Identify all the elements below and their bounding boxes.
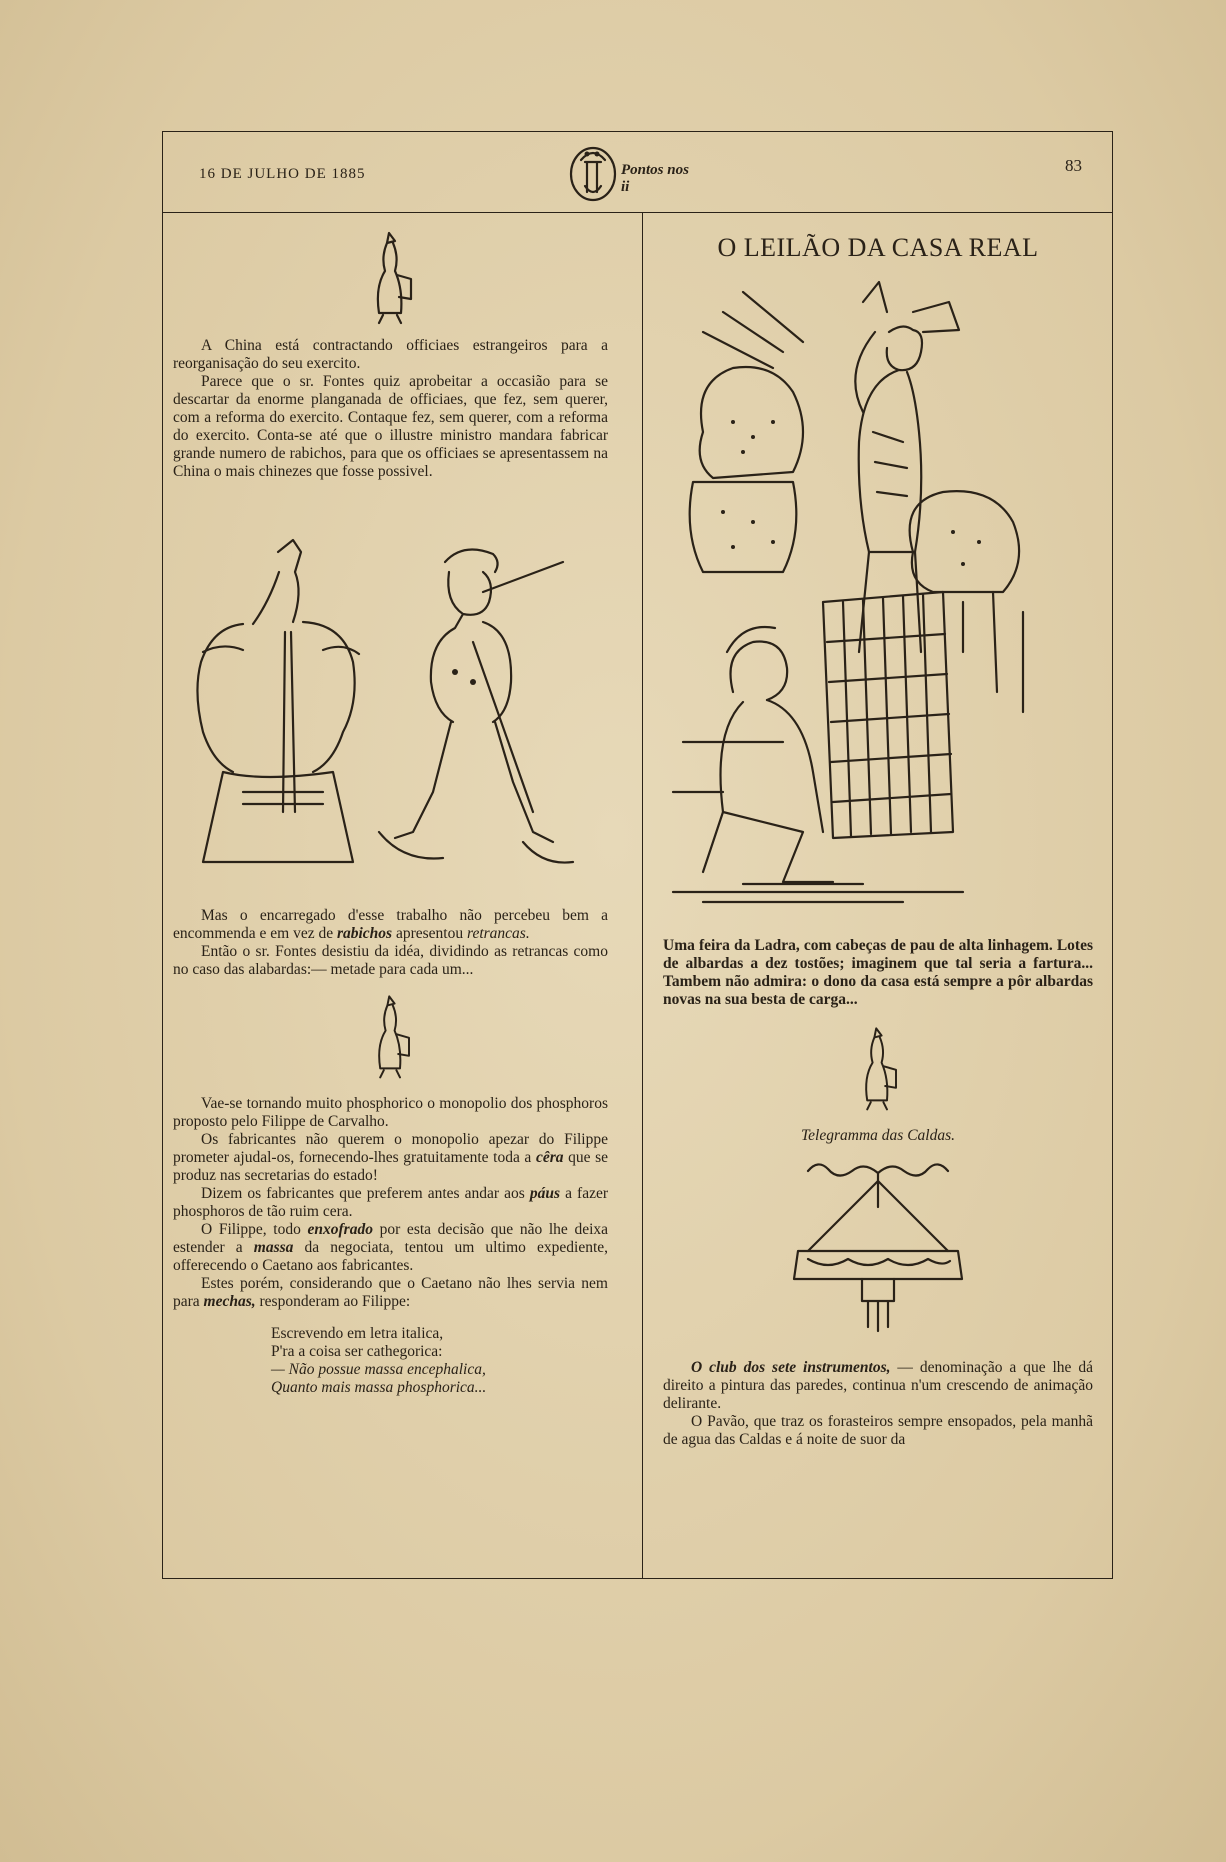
small-figure-icon [848,1023,908,1113]
auction-illustration [663,272,1093,912]
verse-block [271,1325,608,1397]
page-header [163,132,1112,213]
telegram-heading: Telegramma das Caldas. [800,1127,956,1144]
retrancas-paragraph: Então o sr. Fontes desistiu da idéa, dividindo as retrancas como no caso das alabardas:— metade para cada um... [173,943,608,978]
caetano-paragraph: Estes porém, considerando que o Caetano não lhes servia nem para mechas, responderam ao Filippe: [173,1275,608,1310]
feira-caption: Uma feira da Ladra, com cabeças de pau de alta linhagem. Lotes de albardas a dez tostões; imaginem que tal seria a fartura... Tambem não admira: o dono da casa está sempre a pôr albardas novas na sua besta de carga... [663,937,1093,1008]
verse-line: Escrevendo em letra italica, [271,1325,444,1342]
issue-date: 16 DE JULHO DE 1885 [199,166,366,182]
page-number: 83 [1065,156,1082,175]
column-divider [642,212,643,1578]
small-figure-icon [361,227,421,327]
auction-cartoon-icon [663,272,1093,912]
chandelier-icon [778,1151,978,1341]
china-paragraph: A China está contractando officiaes estrangeiros para a reorganisação do seu exercito. [173,337,608,372]
verse-line: — Não possue massa encephalica, [271,1361,486,1378]
auction-title: O LEILÃO DA CASA REAL [717,233,1039,262]
officers-illustration [183,532,613,882]
left-column-mid [173,907,608,1397]
rabichos-paragraph: Mas o encarregado d'esse trabalho não percebeu bem a encommenda e em vez de rabichos apresentou retrancas. [173,907,608,942]
paus-paragraph: Dizem os fabricantes que preferem antes andar aos páus a fazer phosphoros de tão ruim cera. [173,1185,609,1220]
left-column [173,227,608,481]
verse-line: P'ra a coisa ser cathegorica: [271,1343,443,1360]
verse-line: Quanto mais massa phosphorica... [271,1379,487,1396]
phosphorico-paragraph: Vae-se tornando muito phosphorico o monopolio dos phosphoros proposto pelo Filippe de Carvalho. [173,1095,608,1130]
right-column [663,937,1093,1449]
club-paragraph: O club dos sete instrumentos, — denominação a que lhe dá direito a pintura das paredes, continua n'um crescendo de animação delirante. [663,1359,1093,1412]
page-frame [162,131,1113,1579]
officers-cartoon-icon [183,532,613,882]
small-figure-icon [361,991,421,1081]
fontes-paragraph: Parece que o sr. Fontes quiz aprobeitar a occasião para se descartar da enorme planganada de officiaes, que fez, sem querer, com a reforma do exercito. Contaque fez, sem querer, com a reforma do exercito. Conta-se até que o illustre ministro mandara fabricar grande numero de rabichos, para que os officiaes se apresentassem na China o mais chinezes que fosse possivel. [173,373,608,480]
pavao-paragraph: O Pavão, que traz os forasteiros sempre ensopados, pela manhã de agua das Caldas e á noite de suor da [663,1413,1093,1448]
fabricantes-paragraph: Os fabricantes não querem o monopolio apezar do Filippe prometer ajudal-os, fornecendo-lhes gratuitamente toda a cêra que se produz nas secretarias do estado! [173,1131,609,1184]
filippe-paragraph: O Filippe, todo enxofrado por esta decisão que não lhe deixa estender a massa da negociata, tentou um ultimo expediente, offerecendo o Caetano aos fabricantes. [173,1221,609,1274]
masthead-title: Pontos nos ii [621,162,689,195]
masthead-logo [567,140,697,206]
